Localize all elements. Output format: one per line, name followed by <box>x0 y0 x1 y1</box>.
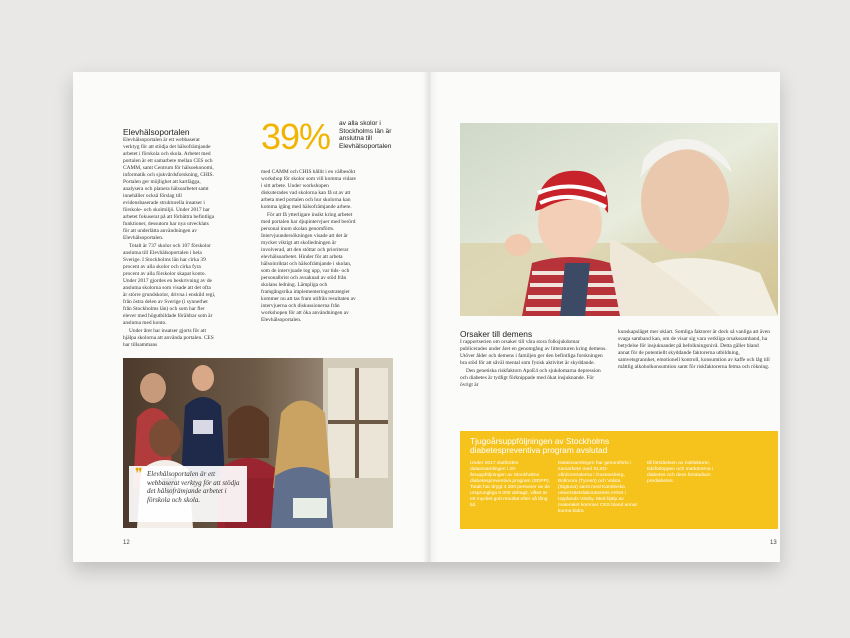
quote-mark-icon: ❞ <box>135 467 143 482</box>
magazine-spread <box>73 72 780 562</box>
page-number-left: 12 <box>123 540 130 546</box>
section-heading-elevhalsoportalen: Elevhälsoportalen <box>123 127 190 137</box>
pull-quote <box>129 466 247 522</box>
info-box-column-2: Datainsamlingen har genomförts i samarbete med SLSO-vårdcentralerna i Gustavsberg, Bollmora (Tyresö) och Valsta (Sigtuna) samt med Karolinska universitetslaboratoriets enhet i Upplands Väsby. Med hjälp av materialet kommer CES bland annat kunna bidra <box>558 461 637 514</box>
grandmother-baby-photo <box>460 123 778 316</box>
info-box-column-1: Under 2017 slutfördes datainsamlingen i 20-årsuppföljningen av Stockholms diabetespreventiva program (SDPP). Totalt har drygt 4 300 personer av de ursprungliga 8 000 deltagit, vilket är ett mycket gott resultat efter så lång tid. <box>470 461 550 508</box>
left-column-2 <box>261 169 356 325</box>
paragraph: med CAMM och CHIS hållit i en välbesökt workshop för skolor som vill komma vidare i sitt arbete. Under workshopen diskuterades vad skolorna kan få ut av att arbeta med portalen och hur skolorna kan komma igång med hälsofrämjande arbete. <box>261 169 356 210</box>
students-photo <box>123 358 393 528</box>
stat-value: 39% <box>261 116 331 157</box>
paragraph: Totalt är 737 skolor och 107 förskolor anslutna till Elevhälsoportalen i hela Sverige. I Stockholms län har cirka 39 procent av alla skolor och cirka fyra procent av alla förskolor skapat konto. Under 2017 gjordes en beskrivning av de anslutna skolorna som visade att det ofta är större grundskolor, drivna i enskild regi, från östra delen av Sverige (i synnerhet från Stockholms län) och som har fler elever med högutbildade föräldrar som är anslutna med konto. <box>123 243 216 326</box>
paragraph: Under året har insatser gjorts för att hjälpa skolorna att använda portalen. CES har tillsammans <box>123 328 214 348</box>
paragraph: Elevhälsoportalen är ett webbaserat verktyg för att stödja det hälsofrämjande arbetet i förskola och skola. Arbetet med portalen är ett samarbete mellan CES och CAMM, samt Centrum för hälsoekonomi, informatik och sjukvårdsforskning, CHIS. Portalen ger möjlighet att kartlägga, analysera och planera hälsoarbetet samt innehåller också förslag till evidensbaserade strukturella insatser i förskole- och skolmiljö. Under 2017 har arbetet fokuserat på att förbättra befintliga funktioner, dessutom har nya utvecklats för att underlätta användningen av Elevhälsoportalen. <box>123 137 215 241</box>
paragraph: Den genetiska riskfaktorn ApoE4 och sjukdomarna depression och diabetes är tydligt förknippade med ökat insjuknande. För övrigt är <box>460 368 601 388</box>
section-heading-demens: Orsaker till demens <box>460 329 533 339</box>
paragraph: kunskapsläget mer oklart. Somliga faktorer är dock så vanliga att även svaga samband kan, om de visar sig vara verkliga orsakssamband, ha betydelse för insjuknandet på befolkningsnivå. Detta gäller bland annat för de potentiellt skyddande faktorerna utbildning, samvetsgrannhet, emotionell kontroll, konsumtion av kaffe och låg till måttlig alkoholkonsumtion samt för riskfaktorerna fetma och rökning. <box>618 329 770 370</box>
stat-caption: av alla skolor i Stockholms län är anslutna till Elevhälsoportalen <box>339 120 392 150</box>
pull-quote-text: Elevhälsoportalen är ett webbaserat verktyg för att stödja det hälsofrämjande arbetet i förskola och skola. <box>147 470 240 504</box>
grandmother-baby-illustration <box>460 123 778 316</box>
left-column-1 <box>123 137 216 350</box>
right-column-1 <box>460 339 607 390</box>
info-box-diabetes <box>460 431 778 529</box>
right-column-2 <box>618 329 770 372</box>
page-number-right: 13 <box>770 540 777 546</box>
info-box-title: Tjugoårsuppföljningen av Stockholms diabetespreventiva program avslutad <box>470 436 610 455</box>
paragraph: I rapportserien om orsaker till våra stora folksjukdomar publicerades under året en genomgång av litteraturen kring demens. Utöver ålder och demens i familjen ger den befintliga forskningen bra stöd för att såväl mental som fysisk aktivitet är skyddande. <box>460 339 607 366</box>
spine-shadow <box>423 72 437 562</box>
paragraph: För att få ytterligare insikt kring arbetet med portalen har djupintervjuer med berörd personal inom skolan genomförts. Intervjuundersökningen visade att det är mycket viktigt att skolledningen är involverad, att den stöttar och prioriterar elevhälsoarbetet. Hinder för att arbeta hälsoinriktat och hälsofrämjande i skolan, som de intervjuade tog upp, var tids- och personalbrist och avsaknad av stöd från skolans ledning. Lämpliga och framgångsrika implementeringsstrategier kommer nu att tas fram utifrån resultaten av intervjuerna och diskussionerna från workshopen för att öka användningen av Elevhälsoportalen. <box>261 212 356 323</box>
info-box-column-3: till förståelsen av riskfaktorer, tidsförloppen och markörerna i diabetes och dess förstadium prediabetes. <box>647 461 714 484</box>
